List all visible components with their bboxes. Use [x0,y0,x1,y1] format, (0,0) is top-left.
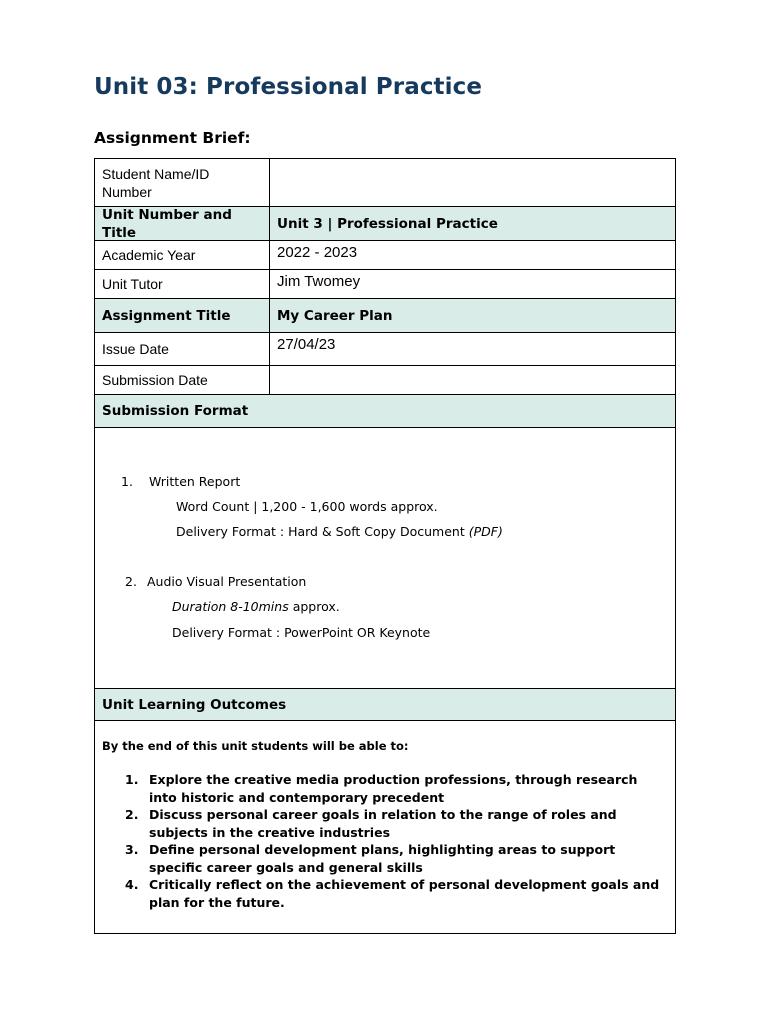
item-1-delivery-pdf: (PDF) [468,524,503,539]
submission-format-content [95,428,675,688]
list-item [117,841,661,876]
learning-outcomes-list [117,771,661,911]
item-1-delivery-format [176,524,503,539]
row-submission-format-heading [95,395,675,428]
outcome-number: 3. [125,842,139,857]
list-item [117,806,661,841]
value-assignment-title: My Career Plan [277,307,393,324]
row-submission-date [95,366,675,395]
row-issue-date [95,333,675,366]
submission-format-heading: Submission Format [102,403,249,419]
learning-outcomes-content [95,721,675,933]
label-assignment-title: Assignment Title [95,299,270,332]
value-student-name [270,159,675,206]
learning-outcomes-heading: Unit Learning Outcomes [102,696,287,713]
item-1-title: Written Report [149,474,241,489]
row-unit-number-title [95,207,675,241]
item-2-duration-approx: approx. [288,599,340,614]
learning-outcomes-intro: By the end of this unit students will be able to: [102,739,409,753]
outcome-number: 2. [125,807,139,822]
value-unit-number-title: Unit 3 | Professional Practice [277,215,498,232]
assignment-brief-table [94,158,676,934]
value-issue-date: 27/04/23 [277,336,336,353]
item-1-delivery-text: Delivery Format : Hard & Soft Copy Document [176,524,469,539]
label-unit-tutor: Unit Tutor [95,270,270,298]
row-learning-outcomes-heading [95,688,675,721]
outcome-text: Explore the creative media production professions, through research into historic and contemporary precedent [149,772,638,805]
label-academic-year: Academic Year [95,241,270,269]
outcome-text: Define personal development plans, highlighting areas to support specific career goals and general skills [149,842,616,875]
outcome-number: 1. [125,772,139,787]
row-academic-year [95,241,675,270]
outcome-text: Critically reflect on the achievement of personal development goals and plan for the future. [149,877,660,910]
list-item [117,876,661,911]
item-2-duration [172,599,340,614]
value-academic-year: 2022 - 2023 [277,244,358,261]
row-unit-tutor [95,270,675,299]
item-2-title: Audio Visual Presentation [147,574,307,589]
item-2-delivery-format: Delivery Format : PowerPoint OR Keynote [172,625,431,640]
row-assignment-title [95,299,675,333]
value-unit-tutor: Jim Twomey [277,273,361,290]
document-title: Unit 03: Professional Practice [94,74,483,100]
item-2-number: 2. [125,574,137,589]
list-item [117,771,661,806]
label-student-name: Student Name/ID Number [95,159,270,206]
outcome-number: 4. [125,877,139,892]
label-submission-date: Submission Date [95,366,270,394]
item-1-word-count: Word Count | 1,200 - 1,600 words approx. [176,499,438,514]
row-student-name [95,159,675,207]
label-unit-number-title: Unit Number and Title [95,207,270,240]
outcome-text: Discuss personal career goals in relation to the range of roles and subjects in the creative industries [149,807,617,840]
label-issue-date: Issue Date [95,333,270,365]
item-2-duration-text: Duration 8-10mins [172,599,289,614]
value-submission-date [270,366,675,394]
item-1-number: 1. [121,474,133,489]
assignment-brief-heading: Assignment Brief: [94,129,251,147]
